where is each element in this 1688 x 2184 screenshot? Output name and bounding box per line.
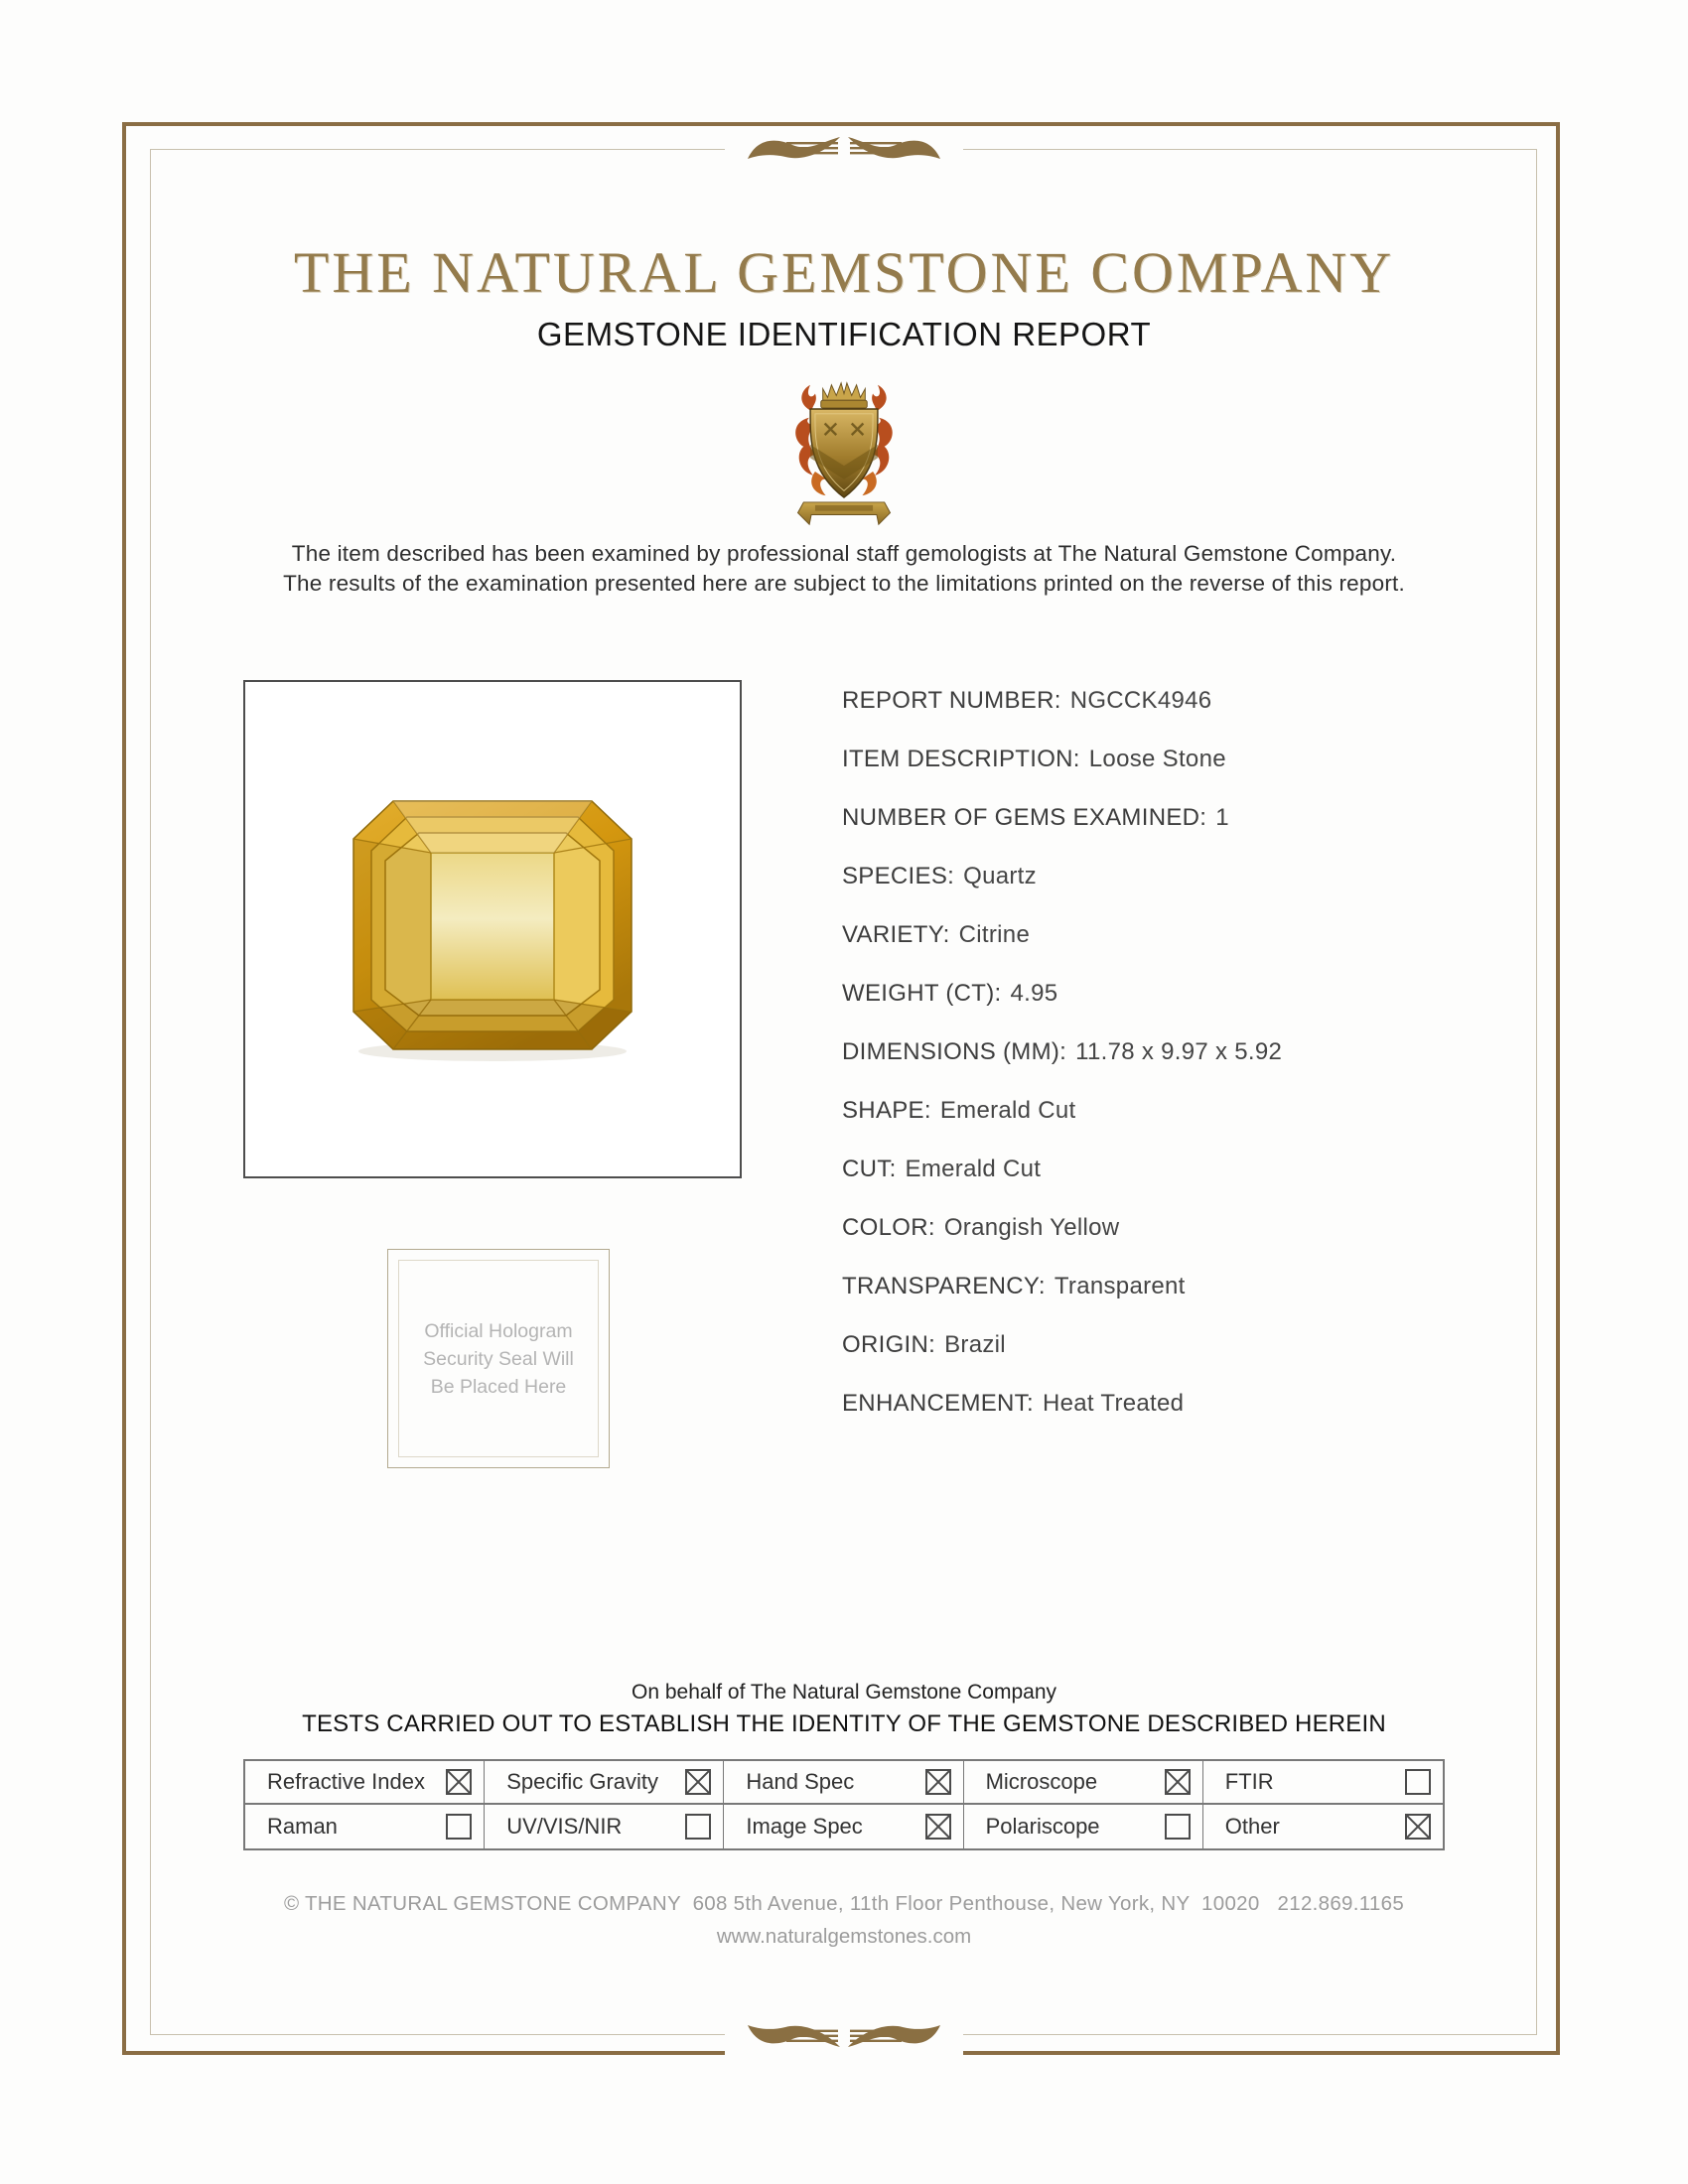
detail-row-weight: WEIGHT (CT): 4.95	[842, 980, 1058, 1007]
microscope-checkbox	[1165, 1769, 1191, 1795]
on-behalf-text: On behalf of The Natural Gemstone Company	[631, 1681, 1056, 1704]
test-cell-refractive-index: Refractive Index	[245, 1761, 485, 1805]
hand-spec-checkbox	[925, 1769, 951, 1795]
test-cell-image-spec: Image Spec	[724, 1805, 963, 1848]
uv-vis-nir-checkbox	[685, 1814, 711, 1840]
hologram-seal-placeholder	[387, 1249, 610, 1468]
detail-row-species: SPECIES: Quartz	[842, 863, 1037, 889]
raman-checkbox	[446, 1814, 472, 1840]
intro-paragraph	[0, 539, 1688, 599]
other-checkbox	[1405, 1814, 1431, 1840]
detail-row-origin: ORIGIN: Brazil	[842, 1331, 1006, 1358]
intro-line-1: The item described has been examined by professional staff gemologists at The Natural Gemstone Company.	[291, 541, 1397, 566]
hologram-placeholder-text: Official Hologram Security Seal Will Be Placed Here	[398, 1260, 599, 1457]
test-cell-specific-gravity: Specific Gravity	[485, 1761, 724, 1805]
detail-row-shape: SHAPE: Emerald Cut	[842, 1097, 1076, 1124]
test-cell-polariscope: Polariscope	[964, 1805, 1203, 1848]
detail-row-cut: CUT: Emerald Cut	[842, 1156, 1042, 1182]
test-cell-hand-spec: Hand Spec	[724, 1761, 963, 1805]
test-cell-uv-vis-nir: UV/VIS/NIR	[485, 1805, 724, 1848]
company-title: THE NATURAL GEMSTONE COMPANY	[293, 240, 1395, 305]
detail-row-enhancement: ENHANCEMENT: Heat Treated	[842, 1390, 1185, 1417]
footer-website: www.naturalgemstones.com	[716, 1925, 972, 1948]
report-type-title: GEMSTONE IDENTIFICATION REPORT	[536, 316, 1152, 352]
flourish-ornament-top-icon	[725, 128, 963, 170]
gem-photo-frame	[243, 680, 742, 1178]
intro-line-2: The results of the examination presented here are subject to the limitations printed on the reverse of this report.	[283, 571, 1405, 596]
image-spec-checkbox	[925, 1814, 951, 1840]
specific-gravity-checkbox	[685, 1769, 711, 1795]
polariscope-checkbox	[1165, 1814, 1191, 1840]
detail-row-report-number: REPORT NUMBER: NGCCK4946	[842, 687, 1212, 714]
detail-row-transparency: TRANSPARENCY: Transparent	[842, 1273, 1186, 1299]
refractive-index-checkbox	[446, 1769, 472, 1795]
test-cell-other: Other	[1203, 1805, 1443, 1848]
test-cell-raman: Raman	[245, 1805, 485, 1848]
test-cell-ftir: FTIR	[1203, 1761, 1443, 1805]
detail-row-color: COLOR: Orangish Yellow	[842, 1214, 1120, 1241]
tests-table	[243, 1759, 1445, 1850]
detail-row-number-of-gems: NUMBER OF GEMS EXAMINED: 1	[842, 804, 1229, 831]
gem-photo	[348, 795, 637, 1063]
detail-row-dimensions: DIMENSIONS (MM): 11.78 x 9.97 x 5.92	[842, 1038, 1283, 1065]
report-details-list	[842, 671, 1438, 1433]
flourish-ornament-bottom-icon	[725, 2014, 963, 2056]
test-cell-microscope: Microscope	[964, 1761, 1203, 1805]
detail-row-variety: VARIETY: Citrine	[842, 921, 1031, 948]
tests-section-title: TESTS CARRIED OUT TO ESTABLISH THE IDENTITY OF THE GEMSTONE DESCRIBED HEREIN	[302, 1710, 1386, 1737]
detail-row-item-description: ITEM DESCRIPTION: Loose Stone	[842, 746, 1226, 772]
footer-address-line: © THE NATURAL GEMSTONE COMPANY 608 5th Avenue, 11th Floor Penthouse, New York, NY 10020 212.869.1165	[283, 1892, 1405, 1915]
company-crest-logo-icon	[785, 377, 903, 531]
ftir-checkbox	[1405, 1769, 1431, 1795]
